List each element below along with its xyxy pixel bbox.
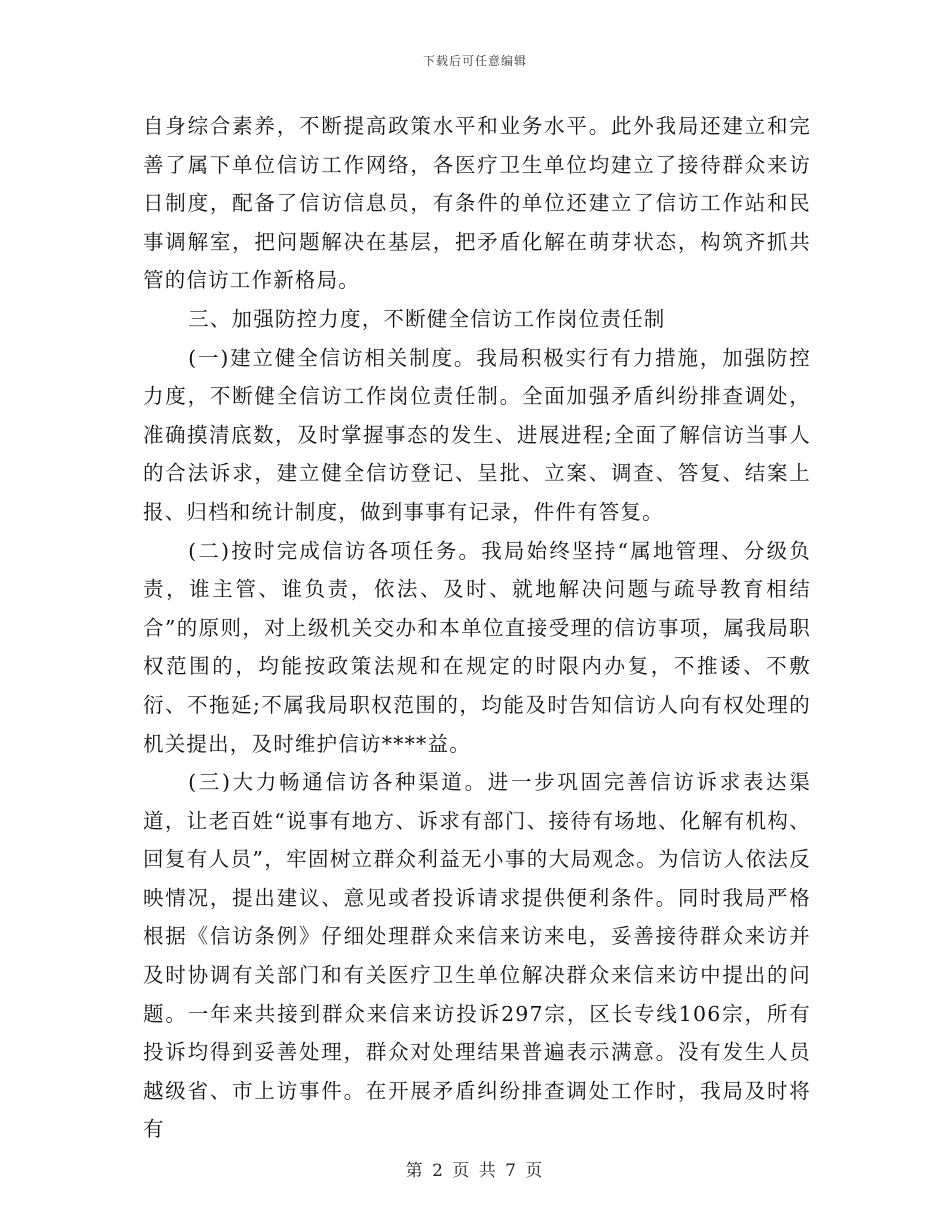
page-footer: 第 2 页 共 7 页 xyxy=(405,1161,545,1181)
paragraph-subsection-2: (二)按时完成信访各项任务。我局始终坚持“属地管理、分级负责，谁主管、谁负责，依法、及时、就地解决问题与疏导教育相结合”的原则，对上级机关交办和本单位直接受理的信访事项，属我局职权范围的，均能按政策法规和在规定的时限内办复，不推诿、不敷衍、不拖延;不属我局职权范围的，均能及时告知信访人向有权处理的机关提出，及时维护信访****益。 xyxy=(143,538,811,756)
paragraph-continuation: 自身综合素养，不断提高政策水平和业务水平。此外我局还建立和完善了属下单位信访工作网络，各医疗卫生单位均建立了接待群众来访日制度，配备了信访信息员，有条件的单位还建立了信访工作站和民事调解室，把问题解决在基层，把矛盾化解在萌芽状态，构筑齐抓共管的信访工作新格局。 xyxy=(143,114,811,293)
document-body xyxy=(143,107,811,1149)
paragraph-subsection-3: (三)大力畅通信访各种渠道。进一步巩固完善信访诉求表达渠道，让老百姓“说事有地方、诉求有部门、接待有场地、化解有机构、回复有人员”，牢固树立群众利益无小事的大局观念。为信访人依法反映情况，提出建议、意见或者投诉请求提供便利条件。同时我局严格根据《信访条例》仔细处理群众来信来访来电，妥善接待群众来访并及时协调有关部门和有关医疗卫生单位解决群众来信来访中提出的问题。一年来共接到群众来信来访投诉297宗，区长专线106宗，所有投诉均得到妥善处理，群众对处理结果普遍表示满意。没有发生人员越级省、市上访事件。在开展矛盾纠纷排查调处工作时，我局及时将有 xyxy=(143,770,811,1142)
page-header: 下载后可任意编辑 xyxy=(422,54,527,68)
section-heading: 三、加强防控力度，不断健全信访工作岗位责任制 xyxy=(188,306,666,331)
paragraph-subsection-1: (一)建立健全信访相关制度。我局积极实行有力措施，加强防控力度，不断健全信访工作岗位责任制。全面加强矛盾纠纷排查调处，准确摸清底数，及时掌握事态的发生、进展进程;全面了解信访当事人的合法诉求，建立健全信访登记、呈批、立案、调查、答复、结案上报、归档和统计制度，做到事事有记录，件件有答复。 xyxy=(143,345,811,524)
